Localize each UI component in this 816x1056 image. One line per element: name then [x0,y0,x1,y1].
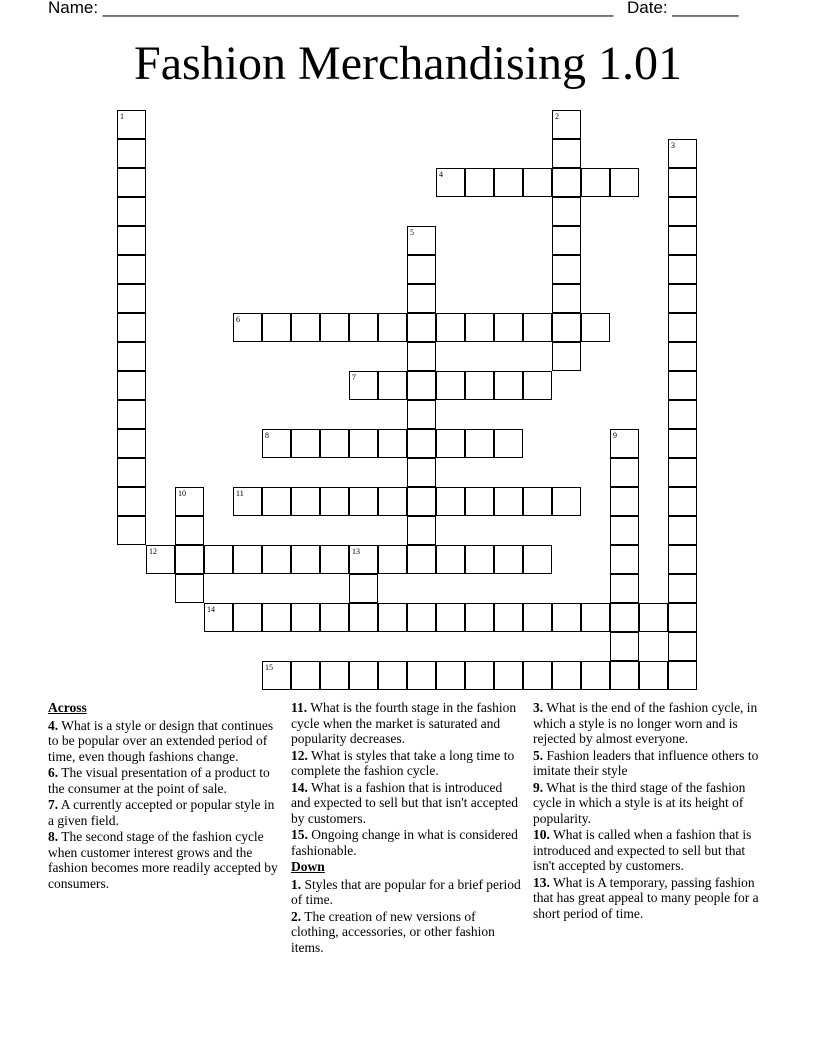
grid-cell[interactable] [407,661,436,690]
grid-cell[interactable] [668,255,697,284]
grid-cell[interactable] [349,429,378,458]
grid-cell[interactable] [291,429,320,458]
clue-number-label: 5. [533,747,544,763]
grid-cell[interactable] [262,313,291,342]
clue-number-label: 8. [48,829,59,844]
grid-cell[interactable] [407,516,436,545]
grid-cell[interactable] [523,313,552,342]
grid-cell[interactable] [552,603,581,632]
grid-cell[interactable] [552,197,581,226]
grid-cell[interactable] [175,574,204,603]
grid-cell[interactable] [523,487,552,516]
grid-cell[interactable] [407,429,436,458]
grid-cell[interactable] [436,487,465,516]
grid-cell[interactable] [581,168,610,197]
grid-cell[interactable] [349,574,378,603]
grid-cell[interactable] [436,603,465,632]
clue-number-label: 6. [48,765,59,780]
grid-cell[interactable] [494,313,523,342]
clue [291,877,525,908]
clue-number-label: 1. [291,876,302,892]
clues-column-3 [533,700,767,922]
clue-number-label: 15. [291,827,308,842]
grid-cell[interactable] [610,603,639,632]
grid-cell[interactable] [117,487,146,516]
grid-cell[interactable] [436,371,465,400]
grid-cell[interactable] [610,574,639,603]
clue-text: The visual presentation of a product to the consumer at the point of sale. [48,765,270,796]
grid-cell[interactable] [407,255,436,284]
grid-cell[interactable] [262,603,291,632]
grid-cell[interactable] [668,661,697,690]
clue-number: 2 [555,112,559,121]
grid-cell[interactable] [233,313,262,342]
grid-cell[interactable] [552,342,581,371]
grid-cell[interactable] [117,400,146,429]
grid-cell[interactable] [349,371,378,400]
grid-cell[interactable] [262,429,291,458]
grid-cell[interactable] [291,545,320,574]
grid-cell[interactable] [407,458,436,487]
grid-cell[interactable] [378,429,407,458]
grid-cell[interactable] [668,632,697,661]
clue-text: The second stage of the fashion cycle when customer interest grows and the fashion becomes more readily accepted by consumers. [48,829,278,891]
grid-cell[interactable] [320,313,349,342]
clue-number: 7 [352,373,356,382]
grid-cell[interactable] [320,603,349,632]
grid-cell[interactable] [407,603,436,632]
grid-cell[interactable] [291,487,320,516]
grid-cell[interactable] [552,139,581,168]
grid-cell[interactable] [407,545,436,574]
clue-text: What is the fourth stage in the fashion cycle when the market is saturated and popularity decreases. [291,700,517,746]
grid-cell[interactable] [465,661,494,690]
grid-cell[interactable] [262,487,291,516]
grid-cell[interactable] [552,487,581,516]
grid-cell[interactable] [407,371,436,400]
grid-cell[interactable] [523,661,552,690]
grid-cell[interactable] [378,545,407,574]
clue [533,780,767,827]
clue [48,797,282,828]
grid-cell[interactable] [407,284,436,313]
grid-cell[interactable] [262,545,291,574]
clue-number-label: 9. [533,779,544,795]
grid-cell[interactable] [117,342,146,371]
clue-text: What is styles that take a long time to complete the fashion cycle. [291,747,515,778]
grid-cell[interactable] [291,313,320,342]
clue-number: 6 [236,315,240,324]
clue-number: 1 [120,112,124,121]
grid-cell[interactable] [465,168,494,197]
grid-cell[interactable] [610,545,639,574]
grid-cell[interactable] [552,313,581,342]
grid-cell[interactable] [233,545,262,574]
grid-cell[interactable] [668,139,697,168]
grid-cell[interactable] [668,342,697,371]
clue-heading: Across [48,700,87,715]
grid-cell[interactable] [117,458,146,487]
clue-number: 8 [265,431,269,440]
clue [533,700,767,747]
grid-cell[interactable] [436,313,465,342]
grid-cell[interactable] [610,516,639,545]
clue-number-label: 3. [533,700,544,715]
date-line: Date: _______ [627,0,739,17]
clue-text: What is the third stage of the fashion cycle in which a style is at its height of popularity. [533,779,746,826]
grid-cell[interactable] [494,661,523,690]
grid-cell[interactable] [639,603,668,632]
clue-text: What is A temporary, passing fashion that has great appeal to many people for a short period of time. [533,874,759,921]
grid-cell[interactable] [436,661,465,690]
clue [291,827,525,858]
grid-cell[interactable] [320,429,349,458]
grid-cell[interactable] [668,313,697,342]
grid-cell[interactable] [523,371,552,400]
grid-cell[interactable] [262,661,291,690]
clue [48,829,282,891]
grid-cell[interactable] [349,661,378,690]
clue [291,700,525,747]
grid-cell[interactable] [291,661,320,690]
grid-cell[interactable] [668,197,697,226]
grid-cell[interactable] [610,661,639,690]
grid-cell[interactable] [291,603,320,632]
grid-cell[interactable] [233,487,262,516]
clue-text: Styles that are popular for a brief period of time. [291,876,521,907]
grid-cell[interactable] [523,603,552,632]
grid-cell[interactable] [407,313,436,342]
clue-number: 14 [207,605,215,614]
grid-cell[interactable] [233,603,262,632]
page-title: Fashion Merchandising 1.01 [134,37,682,90]
grid-cell[interactable] [494,487,523,516]
grid-cell[interactable] [552,255,581,284]
grid-cell[interactable] [407,226,436,255]
clue [48,718,282,765]
grid-cell[interactable] [117,197,146,226]
grid-cell[interactable] [465,603,494,632]
grid-cell[interactable] [465,429,494,458]
clue [533,875,767,922]
grid-cell[interactable] [494,603,523,632]
grid-cell[interactable] [668,226,697,255]
clue-number-label: 11. [291,700,308,715]
grid-cell[interactable] [465,371,494,400]
grid-cell[interactable] [436,168,465,197]
grid-cell[interactable] [349,603,378,632]
grid-cell[interactable] [378,487,407,516]
grid-cell[interactable] [117,371,146,400]
grid-cell[interactable] [175,487,204,516]
grid-cell[interactable] [494,429,523,458]
grid-cell[interactable] [378,371,407,400]
grid-cell[interactable] [552,284,581,313]
clue-heading: Down [291,859,325,874]
clue [533,827,767,874]
clue [291,909,525,956]
grid-cell[interactable] [175,516,204,545]
grid-cell[interactable] [581,313,610,342]
grid-cell[interactable] [436,545,465,574]
grid-cell[interactable] [668,371,697,400]
grid-cell[interactable] [175,545,204,574]
clue-text: What is called when a fashion that is introduced and expected to sell but that isn't accepted by customers. [533,827,752,873]
grid-cell[interactable] [668,574,697,603]
grid-cell[interactable] [117,313,146,342]
grid-cell[interactable] [552,661,581,690]
grid-cell[interactable] [117,139,146,168]
grid-cell[interactable] [610,458,639,487]
grid-cell[interactable] [610,168,639,197]
grid-cell[interactable] [494,545,523,574]
grid-cell[interactable] [668,516,697,545]
grid-cell[interactable] [378,313,407,342]
grid-cell[interactable] [349,313,378,342]
grid-cell[interactable] [494,371,523,400]
clue-text: What is the end of the fashion cycle, in which a style is no longer worn and is rejected by almost everyone. [533,700,758,746]
grid-cell[interactable] [523,168,552,197]
clue-text: Ongoing change in what is considered fashionable. [291,827,518,858]
grid-cell[interactable] [668,400,697,429]
name-line: Name: ______________________________________________________ [48,0,614,17]
clue-number: 4 [439,170,443,179]
grid-cell[interactable] [465,313,494,342]
clue-number: 3 [671,141,675,150]
grid-cell[interactable] [610,487,639,516]
grid-cell[interactable] [320,487,349,516]
clue-number: 12 [149,547,157,556]
grid-cell[interactable] [146,545,175,574]
clue-text: A currently accepted or popular style in a given field. [48,797,275,828]
clues-column-1 [48,700,282,892]
grid-cell[interactable] [349,545,378,574]
grid-cell[interactable] [117,226,146,255]
grid-cell[interactable] [465,545,494,574]
grid-cell[interactable] [117,255,146,284]
clue-number: 13 [352,547,360,556]
grid-cell[interactable] [494,168,523,197]
grid-cell[interactable] [378,661,407,690]
clue-number-label: 4. [48,717,59,733]
grid-cell[interactable] [117,429,146,458]
grid-cell[interactable] [668,429,697,458]
clue [533,748,767,779]
clue-number: 5 [410,228,414,237]
grid-cell[interactable] [552,110,581,139]
grid-cell[interactable] [407,342,436,371]
clue-text: The creation of new versions of clothing, accessories, or other fashion items. [291,908,495,955]
grid-cell[interactable] [668,603,697,632]
clue-number-label: 13. [533,874,550,890]
grid-cell[interactable] [668,458,697,487]
grid-cell[interactable] [117,110,146,139]
clue-number-label: 2. [291,908,302,924]
grid-cell[interactable] [407,487,436,516]
clue-number-label: 12. [291,747,308,763]
clues-column-2 [291,700,525,956]
clue-text: What is a fashion that is introduced and expected to sell but that isn't accepted by customers. [291,779,518,826]
grid-cell[interactable] [436,429,465,458]
grid-cell[interactable] [320,661,349,690]
clue [48,765,282,796]
grid-cell[interactable] [378,603,407,632]
grid-cell[interactable] [523,545,552,574]
grid-cell[interactable] [117,284,146,313]
clue-text: What is a style or design that continues to be popular over an extended period of time, even though fashions change. [48,717,274,764]
clue-number: 11 [236,489,244,498]
grid-cell[interactable] [320,545,349,574]
grid-cell[interactable] [465,487,494,516]
grid-cell[interactable] [581,661,610,690]
grid-cell[interactable] [668,284,697,313]
grid-cell[interactable] [552,168,581,197]
clue [291,780,525,827]
grid-cell[interactable] [407,400,436,429]
grid-cell[interactable] [581,603,610,632]
grid-cell[interactable] [117,516,146,545]
clue-number-label: 14. [291,779,308,795]
clue-number: 10 [178,489,186,498]
clue-number: 15 [265,663,273,672]
grid-cell[interactable] [552,226,581,255]
clue-number-label: 7. [48,797,59,812]
grid-cell[interactable] [668,545,697,574]
grid-cell[interactable] [349,487,378,516]
clue-number: 9 [613,431,617,440]
grid-cell[interactable] [639,661,668,690]
grid-cell[interactable] [117,168,146,197]
grid-cell[interactable] [204,603,233,632]
grid-cell[interactable] [610,632,639,661]
grid-cell[interactable] [668,487,697,516]
clue-text: Fashion leaders that influence others to imitate their style [533,747,759,778]
grid-cell[interactable] [204,545,233,574]
grid-cell[interactable] [610,429,639,458]
clue-number-label: 10. [533,827,550,842]
clue [291,748,525,779]
grid-cell[interactable] [668,168,697,197]
